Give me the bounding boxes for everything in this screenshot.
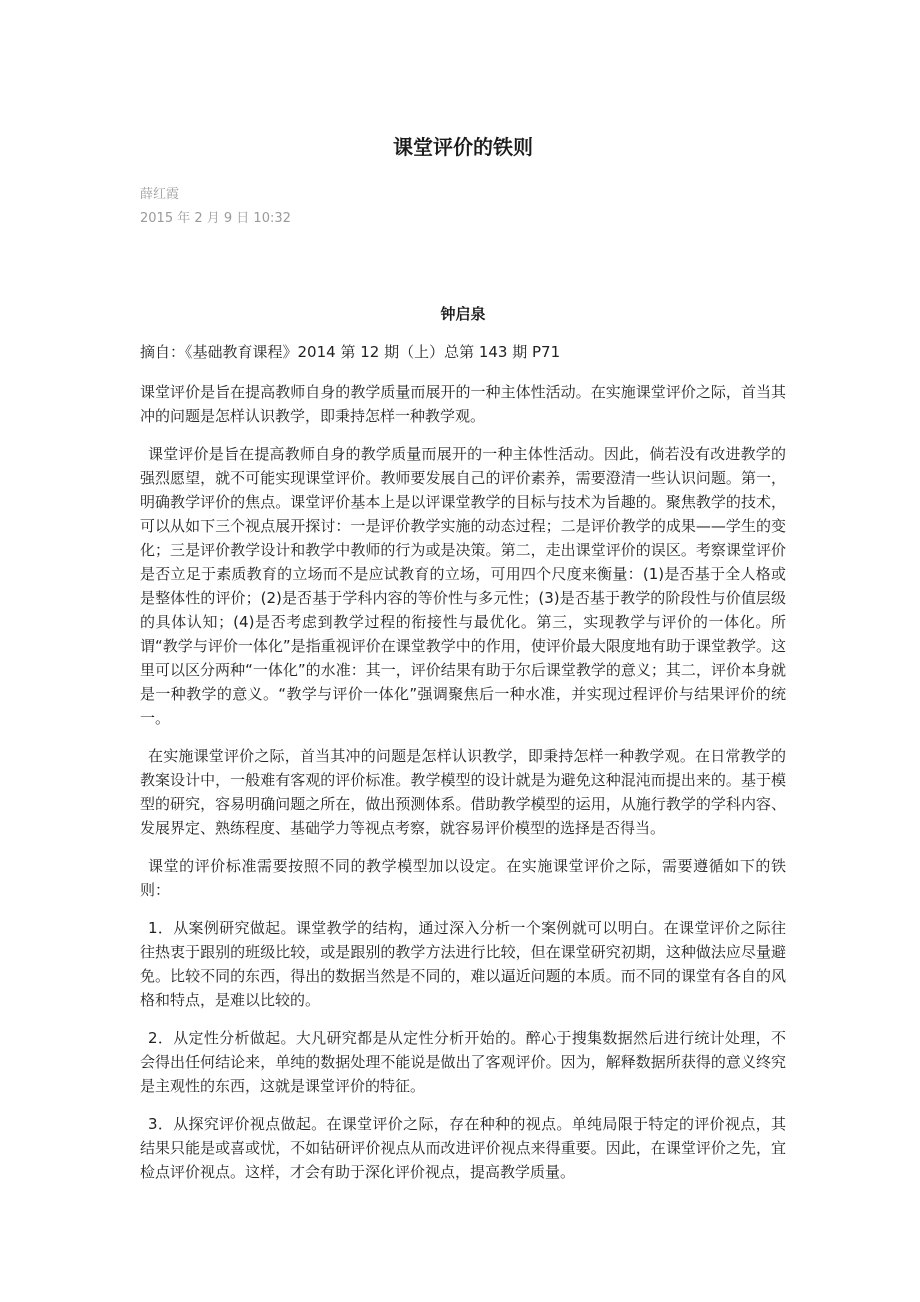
article-body [140, 340, 786, 1198]
paragraph-2: 在实施课堂评价之际，首当其冲的问题是怎样认识教学，即秉持怎样一种教学观。在日常教学的教案设计中，一般难有客观的评价标准。教学模型的设计就是为避免这种混沌而提出来的。基于模型的研究，容易明确问题之所在，做出预测体系。借助教学模型的运用，从施行教学的学科内容、发展界定、熟练程度、基础学力等视点考察，就容易评价模型的选择是否得当。 [140, 747, 786, 837]
article-source: 摘自：《基础教育课程》2014 第 12 期（上）总第 143 期 P71 [140, 343, 561, 361]
paragraph-1: 课堂评价是旨在提高教师自身的教学质量而展开的一种主体性活动。因此，倘若没有改进教学的强烈愿望，就不可能实现课堂评价。教师要发展自己的评价素养，需要澄清一些认识问题。第一，明确教学评价的焦点。课堂评价基本上是以评课堂教学的目标与技术为旨趣的。聚焦教学的技术，可以从如下三个视点展开探讨：一是评价教学实施的动态过程；二是评价教学的成果——学生的变化；三是评价教学设计和教学中教师的行为或是决策。第二，走出课堂评价的误区。考察课堂评价是否立足于素质教育的立场而不是应试教育的立场，可用四个尺度来衡量：(1)是否基于全人格或是整体性的评价；(2)是否基于学科内容的等价性与多元性；(3)是否基于教学的阶段性与价值层级的具体认知；(4)是否考虑到教学过程的衔接性与最优化。第三，实现教学与评价的一体化。所谓“教学与评价一体化”是指重视评价在课堂教学中的作用，使评价最大限度地有助于课堂教学。这里可以区分两种“一体化”的水准：其一，评价结果有助于尔后课堂教学的意义；其二，评价本身就是一种教学的意义。“教学与评价一体化”强调聚焦后一种水准，并实现过程评价与结果评价的统一。 [140, 445, 786, 727]
rule-2: 2．从定性分析做起。大凡研究都是从定性分析开始的。醉心于搜集数据然后进行统计处理，不会得出任何结论来，单纯的数据处理不能说是做出了客观评价。因为，解释数据所获得的意义终究是主观性的东西，这就是课堂评价的特征。 [140, 1029, 786, 1095]
paragraph-intro: 课堂评价是旨在提高教师自身的教学质量而展开的一种主体性活动。在实施课堂评价之际，首当其冲的问题是怎样认识教学，即秉持怎样一种教学观。 [140, 383, 786, 425]
article-author: 钟启泉 [440, 305, 486, 323]
rule-3: 3．从探究评价视点做起。在课堂评价之际，存在种种的视点。单纯局限于特定的评价视点，其结果只能是或喜或忧，不如钻研评价视点从而改进评价视点来得重要。因此，在课堂评价之先，宜检点评价视点。这样，才会有助于深化评价视点，提高教学质量。 [140, 1115, 786, 1181]
paragraph-3: 课堂的评价标准需要按照不同的教学模型加以设定。在实施课堂评价之际，需要遵循如下的铁则： [140, 857, 786, 899]
page-title: 课堂评价的铁则 [393, 135, 533, 159]
rule-1: 1．从案例研究做起。课堂教学的结构，通过深入分析一个案例就可以明白。在课堂评价之际往往热衷于跟别的班级比较，或是跟别的教学方法进行比较，但在课堂研究初期，这种做法应尽量避免。比较不同的东西，得出的数据当然是不同的，难以逼近问题的本质。而不同的课堂有各自的风格和特点，是难以比较的。 [140, 919, 786, 1009]
post-author: 薛红霞 [140, 187, 180, 202]
post-date: 2015 年 2 月 9 日 10:32 [140, 211, 291, 226]
